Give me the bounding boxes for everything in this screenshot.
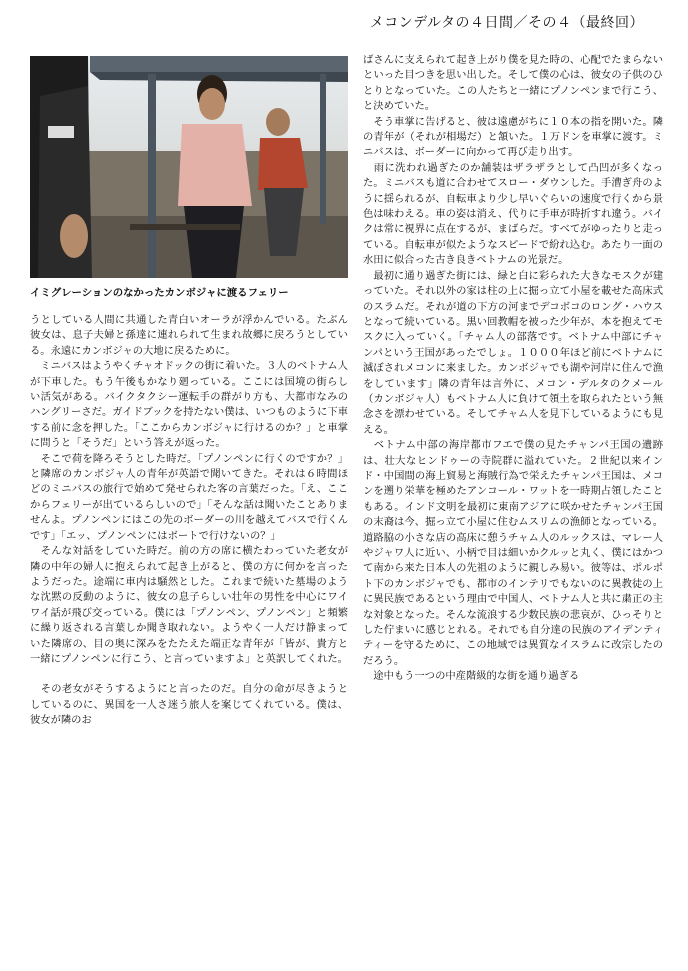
paragraph: ベトナム中部の海岸都市フエで僕の見たチャンパ王国の遺跡は、壮大なヒンドゥーの寺院群に溢れていた。２世紀以来インド・中国間の海上貿易と海賊行為で栄えたチャンパ王国は、メコンを遡り栄華を極めたアンコール・ワットを一時期占領したこともある。インド文明を最初に東南アジアに咲かせたチャンパ王国の末裔は今、掘っ立て小屋に住むムスリムの漁師となっている。道路脇の小さな店の高床に憩うチャム人のルックスは、マレー人やジャワ人に近い、小柄で目は細いかクルッと丸く、僕にはかつて南から来た日本人の先祖のように親しみ易い。彼等は、ポルポト下のカンボジャでも、都市のインテリでもないのに異教徒の上に異民族であるという理由で中国人、ベトナム人と共に粛正の主な対象となった。そんな流浪する少数民族の悲哀が、ひっそりとした佇まいに感じとれる。それでも自分達の民族のアイデンティティーを守るために、この地域では異質なイスラムに改宗したのだろう。	[363, 439, 663, 667]
page-header-title: メコンデルタの４日間／その４（最終回）	[369, 15, 644, 31]
paragraph: ばさんに支えられて起き上がり僕を見た時の、心配でたまらないといった目つきを思い出した。そして僕の心は、彼女の子供のひとりとなっていた。この人たちと一緒にプノンペンまで行こう、と決めていた。	[363, 54, 663, 113]
photo-caption: イミグレーションのなかったカンボジャに渡るフェリー	[30, 287, 289, 299]
paragraph: 雨に洗われ過ぎたのか舗装はザラザラとして凸凹が多くなった。ミニバスも道に合わせてスロー・ダウンした。手漕ぎ舟のように揺られるが、自転車より少し早いぐらいの速度で行くから景色は味わえる。車の姿は消え、代りに手車が時折すれ違う。バイクは常に視界に点在するが、まばらだ。すべてがゆったりと走っている。自転車が似たようなスピードで紛れ込む。あたり一面の水田に似合った古き良きベトナムの光景だ。	[363, 161, 663, 267]
paragraph: 途中もう一つの中産階級的な街を通り過ぎる	[363, 670, 580, 683]
paragraph: ミニバスはようやくチャオドックの街に着いた。３人のベトナム人が下車した。もう午後もかなり廻っている。ここには国境の街らしい活気がある。バイクタクシー運転手の群がり方も、大都市なみのハングリーさだ。ガイドブックを持たない僕は、いつものように下車する前に念を押した。「ここからカンボジャに行けるのか？」と車掌に問うと「そうだ」という答えが返った。	[30, 360, 348, 450]
paragraph: そんな対話をしていた時だ。前の方の席に横たわっていた老女が隣の中年の婦人に抱えられて起き上がると、僕の方に何かを言ったようだった。途端に車内は騒然とした。これまで続いた墓場のような沈黙の反動のように、彼女の息子らしい壮年の男性を中心にワイワイ話が飛び交っている。僕には「プノンペン、プノンペン」と頻繁に繰り返される言葉しか聞き取れない。ようやく一人だけ静まっていた隣席の、目の奥に深みをたたえた端正な青年が「皆が、貴方と一緒にプノンペンに行こう、と言っていますよ」と英訳してくれた。	[30, 545, 348, 665]
paragraph: そこで荷を降ろそうとした時だ。「プノンペンに行くのですか？」と隣席のカンボジャ人の青年が英語で聞いてきた。それは６時間ほどのミニバスの旅行で始めて発せられた客の言葉だった。「え、ここからフェリーが出ているらしいので」「そんな話は聞いたことありませんよ。プノンペンにはこの先のボーダーの川を越えてバスで行くんです」「エッ、プノンペンにはボートで行けないの？」	[30, 452, 348, 542]
right-column	[363, 53, 663, 933]
left-column	[30, 313, 348, 913]
paragraph: 最初に通り過ぎた街には、緑と白に彩られた大きなモスクが建っていた。それ以外の家は柱の上に掘っ立て小屋を載せた高床式のスラムだ。それが道の下方の河までデコボコのロング・ハウスとなって続いている。黒い回教帽を被った少年が、本を抱えてモスクに入っていく。「チャム人の部落です。ベトナム中部にチャンパという王国があったでしょ。１０００年ほど前にベトナムに滅ぼされメコンに来ました。カンボジャでも湖や河岸に住んで漁をしています」隣の青年は言外に、メコン・デルタのクメール（カンボジャ人）もベトナム人に負けて領土を取られたという無念さを漂わせている。そしてチャム人を見下しているようにも見える。	[363, 269, 663, 436]
paragraph: その老女がそうするようにと言ったのだ。自分の命が尽きようとしているのに、異国を一人さ迷う旅人を案じてくれている。僕は、彼女が隣のお	[30, 683, 348, 727]
paragraph: そう車掌に告げると、彼は遠慮がちに１０本の指を開いた。隣の青年が（それが相場だ）と頷いた。１万ドンを車掌に渡す。ミニバスは、ボーダーに向かって再び走り出す。	[363, 115, 663, 159]
paragraph: うとしている人間に共通した青白いオーラが浮かんでいる。たぶん彼女は、息子夫婦と孫達に連れられて生まれ故郷に戻ろうとしている。永遠にカンボジャの大地に戻るために。	[30, 314, 348, 357]
ferry-photo	[30, 56, 348, 278]
